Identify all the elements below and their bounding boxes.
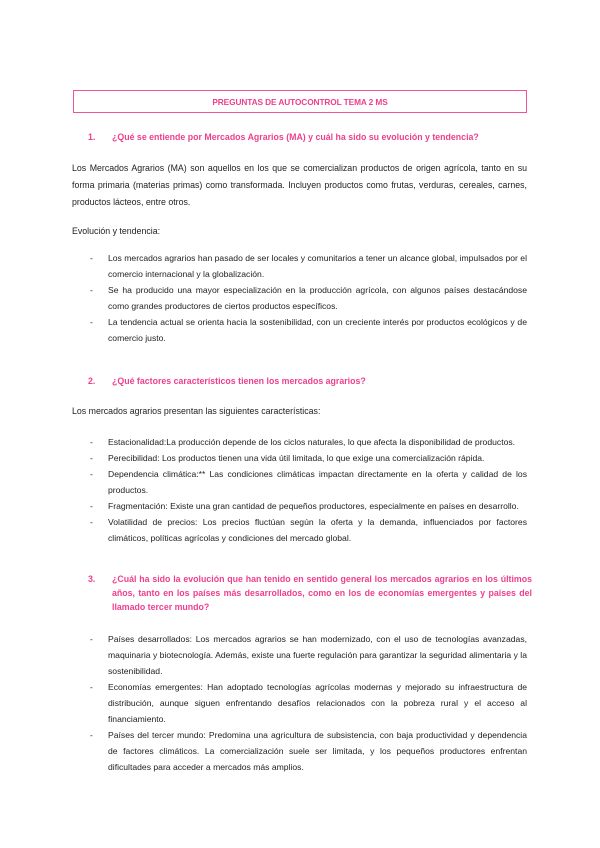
- question-2-heading: [72, 374, 532, 388]
- list-item: - Fragmentación: Existe una gran cantidad de pequeños productores, especialmente en países en desarrollo.: [90, 501, 519, 511]
- question-number: 1.: [88, 132, 96, 142]
- question-3-heading: [72, 572, 532, 614]
- question-text: ¿Cuál ha sido la evolución que han tenido en sentido general los mercados agrarios en los últimos años, tanto en los países más desarrollados, como en los de economías emergentes y países del llamado tercer mundo?: [112, 574, 532, 612]
- list-item: - Dependencia climática:** Las condiciones climáticas impactan directamente en la oferta y calidad de los productos.: [90, 469, 527, 495]
- question-text: ¿Qué factores característicos tienen los mercados agrarios?: [112, 376, 366, 386]
- list-item: - Economías emergentes: Han adoptado tecnologías agrícolas modernas y mejorado su infraestructura de distribución, aunque siguen enfrentando desafíos relacionados con la pobreza rural y el acceso al financiamiento.: [90, 682, 527, 724]
- section-2-intro: Los mercados agrarios presentan las siguientes características:: [72, 406, 321, 416]
- list-item: - Países desarrollados: Los mercados agrarios se han modernizado, con el uso de tecnologías avanzadas, maquinaria y biotecnología. Además, existe una fuerte regulación para garantizar la seguridad alimentaria y la sostenibilidad.: [90, 634, 527, 676]
- list-item: - Se ha producido una mayor especialización en la producción agrícola, con algunos países destacándose como grandes productores de ciertos productos específicos.: [90, 285, 527, 311]
- list-item: - Perecibilidad: Los productos tienen una vida útil limitada, lo que exige una comercialización rápida.: [90, 453, 485, 463]
- page-title: PREGUNTAS DE AUTOCONTROL TEMA 2 MS: [73, 90, 527, 113]
- question-1-heading: [72, 130, 532, 144]
- question-number: 3.: [88, 574, 96, 584]
- question-number: 2.: [88, 376, 96, 386]
- question-text: ¿Qué se entiende por Mercados Agrarios (MA) y cuál ha sido su evolución y tendencia?: [112, 132, 479, 142]
- list-item: - Países del tercer mundo: Predomina una agricultura de subsistencia, con baja productividad y dependencia de factores climáticos. La comercialización suele ser limitada, y los pequeños productores enfrentan dificultades para acceder a mercados más amplios.: [90, 730, 527, 772]
- section-2-list: [72, 434, 527, 546]
- section-3-list: [72, 631, 527, 775]
- list-item: - Estacionalidad:La producción depende de los ciclos naturales, lo que afecta la disponibilidad de productos.: [90, 437, 516, 447]
- section-1-intro: Los Mercados Agrarios (MA) son aquellos en los que se comercializan productos de origen agrícola, tanto en su forma primaria (materias primas) como transformada. Incluyen productos como frutas, verduras, cereales, carnes, productos lácteos, entre otros.: [72, 163, 527, 207]
- list-item: - Los mercados agrarios han pasado de ser locales y comunitarios a tener un alcance global, impulsados por el comercio internacional y la globalización.: [90, 253, 527, 279]
- list-item: - Volatilidad de precios: Los precios fluctúan según la oferta y la demanda, influenciados por factores climáticos, políticas agrícolas y condiciones del mercado global.: [90, 517, 527, 543]
- list-item: - La tendencia actual se orienta hacia la sostenibilidad, con un creciente interés por productos ecológicos y de comercio justo.: [90, 317, 527, 343]
- section-1-subheading: Evolución y tendencia:: [72, 226, 161, 236]
- section-1-list: [72, 250, 527, 346]
